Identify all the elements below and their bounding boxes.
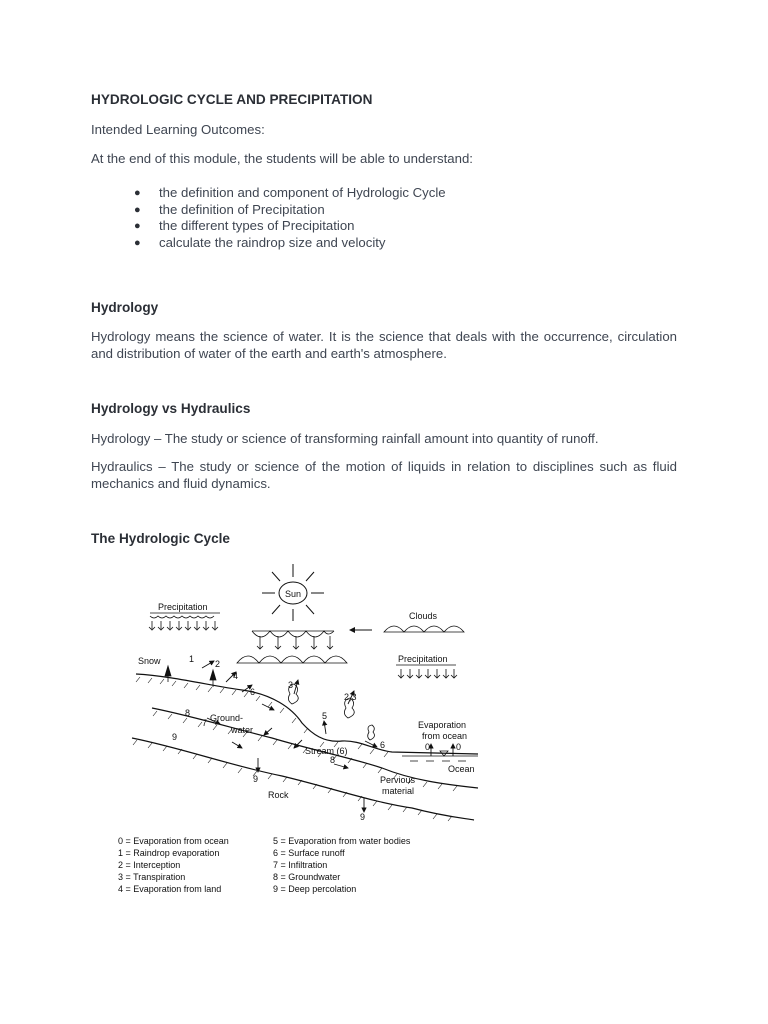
outcome-list bbox=[131, 185, 446, 251]
list-item: ● the different types of Precipitation bbox=[134, 218, 355, 233]
legend-item: 5 = Evaporation from water bodies bbox=[273, 836, 411, 846]
flow-arrows bbox=[202, 661, 453, 812]
svg-text:9: 9 bbox=[172, 732, 178, 742]
legend-item: 0 = Evaporation from ocean bbox=[118, 836, 229, 846]
clouds-label: Clouds bbox=[409, 611, 438, 621]
legend-item: 2 = Interception bbox=[118, 860, 181, 870]
svg-text:0: 0 bbox=[425, 742, 431, 752]
diagram-legend bbox=[118, 836, 411, 894]
clouds-icon bbox=[384, 626, 464, 632]
precipitation-right-label: Precipitation bbox=[398, 654, 448, 664]
hydrology-heading: Hydrology bbox=[91, 300, 159, 315]
bullet-icon: ● bbox=[134, 187, 141, 199]
hydraulics-definition: Hydraulics – The study or science of the motion of liquids in relation to disciplines such as fluid mechanics and fluid dynamics. bbox=[91, 459, 677, 491]
svg-text:5: 5 bbox=[322, 711, 328, 721]
svg-text:8: 8 bbox=[185, 708, 191, 718]
svg-text:9: 9 bbox=[253, 774, 259, 784]
legend-item: 7 = Infiltration bbox=[273, 860, 328, 870]
legend-item: 9 = Deep percolation bbox=[273, 884, 357, 894]
precipitation-left-icon bbox=[149, 613, 220, 630]
svg-text:9: 9 bbox=[360, 812, 366, 822]
legend-item: 3 = Transpiration bbox=[118, 872, 186, 882]
bullet-icon: ● bbox=[134, 203, 141, 216]
svg-text:7: 7 bbox=[202, 718, 208, 728]
legend-item: 1 = Raindrop evaporation bbox=[118, 848, 220, 858]
legend-item: 6 = Surface runoff bbox=[273, 848, 345, 858]
hydrologic-cycle-diagram bbox=[112, 558, 484, 900]
ilo-intro: At the end of this module, the students will be able to understand: bbox=[91, 151, 473, 166]
svg-text:4: 4 bbox=[233, 671, 239, 681]
hydrology-paragraph: Hydrology means the science of water. It is the science that deals with the occurrence, circulation and distribution of water of the earth and earth's atmosphere. bbox=[91, 329, 677, 361]
list-item: ● calculate the raindrop size and velocity bbox=[134, 234, 386, 250]
ground-hatching bbox=[133, 677, 457, 821]
ocean-label: Ocean bbox=[448, 764, 475, 774]
list-item: ● the definition of Precipitation bbox=[134, 201, 325, 217]
rock-label: Rock bbox=[268, 790, 289, 800]
stream-label: Stream (6) bbox=[305, 746, 348, 756]
hydrology-definition: Hydrology – The study or science of transforming rainfall amount into quantity of runoff. bbox=[91, 431, 599, 446]
bullet-icon: ● bbox=[134, 236, 141, 249]
snow-label: Snow bbox=[138, 656, 161, 666]
svg-text:8: 8 bbox=[330, 755, 336, 765]
groundwater-label: Ground-water bbox=[210, 713, 254, 735]
precipitation-right-icon bbox=[396, 665, 457, 678]
svg-text:6: 6 bbox=[380, 740, 386, 750]
sun-label: Sun bbox=[284, 589, 302, 599]
hydrology-vs-hydraulics-heading: Hydrology vs Hydraulics bbox=[91, 401, 251, 416]
svg-text:2,3: 2,3 bbox=[344, 692, 357, 702]
legend-item: 8 = Groundwater bbox=[273, 872, 341, 882]
precipitation-left-label: Precipitation bbox=[158, 602, 208, 612]
ilo-heading: Intended Learning Outcomes: bbox=[91, 122, 265, 137]
cloud-icon bbox=[237, 631, 347, 663]
bullet-icon: ● bbox=[134, 220, 141, 232]
svg-text:0: 0 bbox=[456, 742, 462, 752]
shrub-icon bbox=[288, 684, 374, 740]
svg-text:2: 2 bbox=[215, 659, 221, 669]
list-item: ● the definition and component of Hydrologic Cycle bbox=[134, 185, 446, 200]
hydrologic-cycle-heading: The Hydrologic Cycle bbox=[91, 531, 230, 546]
svg-text:6: 6 bbox=[250, 687, 256, 697]
pervious-material-label: Pervious material bbox=[380, 775, 416, 796]
document-title: HYDROLOGIC CYCLE AND PRECIPITATION bbox=[91, 92, 373, 107]
legend-item: 4 = Evaporation from land bbox=[118, 884, 222, 894]
svg-text:1: 1 bbox=[189, 654, 195, 664]
evaporation-from-ocean-label: Evaporation from ocean bbox=[418, 720, 468, 741]
svg-text:3: 3 bbox=[288, 680, 294, 690]
